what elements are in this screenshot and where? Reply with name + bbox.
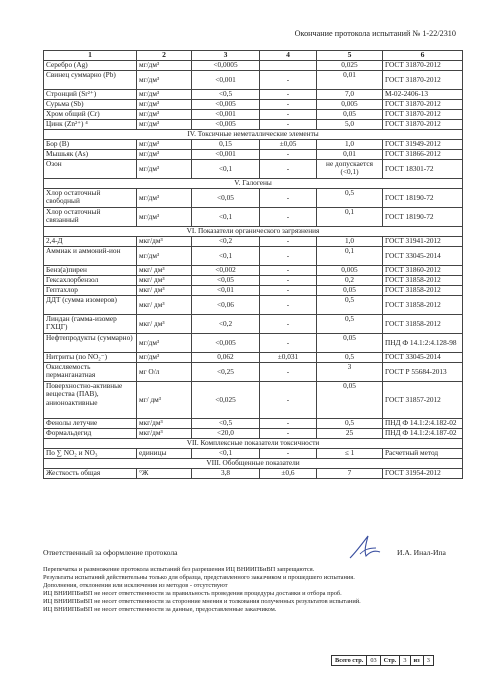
indicator-cell: Жесткость общая	[44, 469, 137, 479]
norm-cell: ≤ 1	[317, 449, 383, 459]
signature-image	[346, 532, 384, 562]
method-cell: ГОСТ 31870-2012	[383, 61, 463, 71]
uncertainty-cell: -	[260, 449, 317, 459]
table-row	[44, 419, 463, 429]
uncertainty-cell: -	[260, 160, 317, 179]
norm-cell: 0,01	[317, 150, 383, 160]
method-cell: ПНД Ф 14.1:2:4.182-02	[383, 419, 463, 429]
norm-cell: 0,05	[317, 382, 383, 419]
unit-cell: мг/дм³	[137, 140, 192, 150]
norm-cell: 0,005	[317, 266, 383, 276]
norm-cell: 0,5	[317, 353, 383, 363]
method-cell: ГОСТ 31870-2012	[383, 71, 463, 90]
uncertainty-cell: -	[260, 189, 317, 208]
indicator-cell: Мышьяк (As)	[44, 150, 137, 160]
method-cell: ГОСТ 33045-2014	[383, 247, 463, 266]
uncertainty-cell: -	[260, 247, 317, 266]
table-row	[44, 208, 463, 227]
section-row	[44, 130, 463, 140]
indicator-cell: Формальдегид	[44, 429, 137, 439]
total-pages-label: Всего стр.	[332, 656, 367, 666]
note-line: ИЦ ВНИИПБиВП не несет ответственности за данные, предоставленные заказчиком.	[43, 606, 277, 614]
result-cell: <0,001	[192, 110, 260, 120]
result-cell: <0,05	[192, 189, 260, 208]
indicator-cell: Озон	[44, 160, 137, 179]
indicator-cell: Бор (В)	[44, 140, 137, 150]
uncertainty-cell: -	[260, 382, 317, 419]
note-line: ИЦ ВНИИПБиВП не несет ответственности за правильность проведения процедуры доставки и отбора проб.	[43, 590, 342, 598]
column-header: 4	[260, 51, 317, 61]
norm-cell: 7,0	[317, 90, 383, 100]
norm-cell: 0,05	[317, 110, 383, 120]
indicator-cell: Нефтепродукты (суммарно)	[44, 334, 137, 353]
unit-cell: мг/ дм³	[137, 382, 192, 419]
unit-cell: мг/дм³	[137, 71, 192, 90]
result-cell: <0,06	[192, 296, 260, 315]
result-cell: <0,2	[192, 237, 260, 247]
table-row	[44, 71, 463, 90]
table-row	[44, 120, 463, 130]
uncertainty-cell	[260, 61, 317, 71]
indicator-cell: 2,4-Д	[44, 237, 137, 247]
method-cell: ГОСТ 31949-2012	[383, 140, 463, 150]
responsible-label: Ответственный за оформление протокола	[43, 548, 178, 557]
section-title: VI. Показатели органического загрязнения	[44, 227, 463, 237]
result-cell: <0,001	[192, 71, 260, 90]
norm-cell: 25	[317, 429, 383, 439]
method-cell: ГОСТ 31858-2012	[383, 296, 463, 315]
note-line: Результаты испытаний действительны только для образца, представленного заказчиком и прошедшего испытания.	[43, 574, 355, 582]
table-row	[44, 469, 463, 479]
result-cell: 0,15	[192, 140, 260, 150]
indicator-cell: Гептахлор	[44, 286, 137, 296]
method-cell: М-02-2406-13	[383, 90, 463, 100]
indicator-cell: Серебро (Ag)	[44, 61, 137, 71]
indicator-cell: Аммиак и аммоний-ион	[44, 247, 137, 266]
section-row	[44, 459, 463, 469]
result-cell: <0,1	[192, 247, 260, 266]
method-cell: ГОСТ 18190-72	[383, 189, 463, 208]
result-cell: 3,8	[192, 469, 260, 479]
result-cell: <0,01	[192, 286, 260, 296]
norm-cell: 0,1	[317, 247, 383, 266]
table-row	[44, 90, 463, 100]
unit-cell: единицы	[137, 449, 192, 459]
section-title: VIII. Обобщенные показатели	[44, 459, 463, 469]
of-label: из	[410, 656, 423, 666]
page-value: 3	[400, 656, 410, 666]
method-cell: ПНД Ф 14.1:2:4.187-02	[383, 429, 463, 439]
uncertainty-cell: -	[260, 286, 317, 296]
table-row	[44, 382, 463, 419]
table-row	[44, 160, 463, 179]
indicator-cell: Поверхностно-активные вещества (ПАВ), анионоактивные	[44, 382, 137, 419]
unit-cell: мг/дм³	[137, 334, 192, 353]
column-header: 1	[44, 51, 137, 61]
uncertainty-cell: -	[260, 237, 317, 247]
indicator-cell: Нитриты (по NO₂⁻)	[44, 353, 137, 363]
table-row	[44, 237, 463, 247]
norm-cell: 0,5	[317, 296, 383, 315]
table-row	[44, 247, 463, 266]
method-cell: ГОСТ 33045-2014	[383, 353, 463, 363]
unit-cell: мкг/ дм³	[137, 266, 192, 276]
result-cell: <0,002	[192, 266, 260, 276]
norm-cell: 0,5	[317, 315, 383, 334]
unit-cell: мкг/ дм³	[137, 315, 192, 334]
of-value: 3	[423, 656, 433, 666]
table-row	[44, 276, 463, 286]
result-cell: <0,005	[192, 120, 260, 130]
result-cell: <20,0	[192, 429, 260, 439]
norm-cell: 3	[317, 363, 383, 382]
page-counter-box	[331, 655, 434, 666]
page-label: Стр.	[380, 656, 400, 666]
indicator-cell: Хлор остаточный свободный	[44, 189, 137, 208]
result-cell: <0,05	[192, 276, 260, 286]
method-cell: ГОСТ 31858-2012	[383, 276, 463, 286]
table-row	[44, 286, 463, 296]
table-row	[44, 110, 463, 120]
uncertainty-cell: -	[260, 296, 317, 315]
results-table	[43, 50, 463, 479]
uncertainty-cell: -	[260, 90, 317, 100]
norm-cell: 0,05	[317, 286, 383, 296]
method-cell: ГОСТ 31858-2012	[383, 286, 463, 296]
unit-cell: мг/дм³	[137, 150, 192, 160]
method-cell: ГОСТ 31860-2012	[383, 266, 463, 276]
unit-cell: мкг/дм³	[137, 419, 192, 429]
method-cell: ГОСТ 31941-2012	[383, 237, 463, 247]
norm-cell: 0,2	[317, 276, 383, 286]
result-cell: <0,5	[192, 90, 260, 100]
unit-cell: мкг/ дм³	[137, 296, 192, 315]
indicator-cell: Свинец суммарно (Pb)	[44, 71, 137, 90]
unit-cell: мкг/ дм³	[137, 286, 192, 296]
section-title: IV. Токсичные неметаллические элементы	[44, 130, 463, 140]
uncertainty-cell: -	[260, 363, 317, 382]
norm-cell: 0,5	[317, 419, 383, 429]
norm-cell: 5,0	[317, 120, 383, 130]
method-cell: ГОСТ 31870-2012	[383, 120, 463, 130]
result-cell: 0,062	[192, 353, 260, 363]
method-cell: ГОСТ Р 55684-2013	[383, 363, 463, 382]
result-cell: <0,2	[192, 315, 260, 334]
section-title: V. Галогены	[44, 179, 463, 189]
unit-cell: мкг/дм³	[137, 429, 192, 439]
table-row	[44, 296, 463, 315]
indicator-cell: Сурьма (Sb)	[44, 100, 137, 110]
signature-name: И.А. Инал-Ипа	[397, 548, 446, 557]
table-row	[44, 150, 463, 160]
result-cell: <0,001	[192, 150, 260, 160]
norm-cell: 0,1	[317, 208, 383, 227]
uncertainty-cell: ±0,6	[260, 469, 317, 479]
method-cell: ГОСТ 31866-2012	[383, 150, 463, 160]
unit-cell: °Ж	[137, 469, 192, 479]
unit-cell: мкг/ дм³	[137, 276, 192, 286]
unit-cell: мг/дм³	[137, 208, 192, 227]
uncertainty-cell: ±0,031	[260, 353, 317, 363]
column-header: 6	[383, 51, 463, 61]
uncertainty-cell: -	[260, 315, 317, 334]
table-row	[44, 266, 463, 276]
table-row	[44, 334, 463, 353]
uncertainty-cell: -	[260, 419, 317, 429]
norm-cell: 0,025	[317, 61, 383, 71]
uncertainty-cell: -	[260, 71, 317, 90]
result-cell: <0,1	[192, 160, 260, 179]
table-row	[44, 61, 463, 71]
indicator-cell: Окисляемость перманганатная	[44, 363, 137, 382]
method-cell: ГОСТ 31870-2012	[383, 100, 463, 110]
indicator-cell: Линдан (гамма-изомер ГХЦГ)	[44, 315, 137, 334]
indicator-cell: Хлор остаточный связанный	[44, 208, 137, 227]
section-row	[44, 179, 463, 189]
note-line: ИЦ ВНИИПБиВП не несет ответственности за сторонние мнения и толкования полученных результатов испытаний.	[43, 598, 361, 606]
norm-cell: 1,0	[317, 237, 383, 247]
method-cell: ГОСТ 31858-2012	[383, 315, 463, 334]
table-row	[44, 315, 463, 334]
table-row	[44, 363, 463, 382]
result-cell: <0,1	[192, 208, 260, 227]
indicator-cell: Цинк (Zn²⁺) ⁴	[44, 120, 137, 130]
indicator-cell: Фенолы летучие	[44, 419, 137, 429]
unit-cell: мкг/дм³	[137, 237, 192, 247]
indicator-cell: Стронций (Sr²⁺)	[44, 90, 137, 100]
method-cell: ГОСТ 18190-72	[383, 208, 463, 227]
result-cell: <0,025	[192, 382, 260, 419]
uncertainty-cell: -	[260, 334, 317, 353]
method-cell: ПНД Ф 14.1:2:4.128-98	[383, 334, 463, 353]
method-cell: Расчетный метод	[383, 449, 463, 459]
uncertainty-cell: -	[260, 429, 317, 439]
table-row	[44, 429, 463, 439]
unit-cell: мг/дм³	[137, 100, 192, 110]
result-cell: <0,005	[192, 334, 260, 353]
section-title: VII. Комплексные показатели токсичности	[44, 439, 463, 449]
unit-cell: мг/дм³	[137, 247, 192, 266]
result-cell: <0,0005	[192, 61, 260, 71]
column-header: 5	[317, 51, 383, 61]
unit-cell: мг/дм³	[137, 110, 192, 120]
indicator-cell: Бенз(а)пирен	[44, 266, 137, 276]
uncertainty-cell: -	[260, 208, 317, 227]
uncertainty-cell: -	[260, 150, 317, 160]
unit-cell: мг/дм³	[137, 189, 192, 208]
note-line: Перепечатка и размножение протокола испытаний без разрешения ИЦ ВНИИПБиВП запрещаются.	[43, 566, 315, 573]
table-row	[44, 189, 463, 208]
unit-cell: мг/дм³	[137, 353, 192, 363]
uncertainty-cell: -	[260, 100, 317, 110]
method-cell: ГОСТ 31857-2012	[383, 382, 463, 419]
uncertainty-cell: -	[260, 120, 317, 130]
result-cell: <0,25	[192, 363, 260, 382]
norm-cell: 1,0	[317, 140, 383, 150]
method-cell: ГОСТ 31954-2012	[383, 469, 463, 479]
norm-cell: 0,005	[317, 100, 383, 110]
unit-cell: мг/дм³	[137, 90, 192, 100]
table-row	[44, 140, 463, 150]
table-header-row	[44, 51, 463, 61]
indicator-cell: По ∑ NO₂ и NO₃	[44, 449, 137, 459]
table-row	[44, 449, 463, 459]
table-row	[44, 353, 463, 363]
notes-block	[43, 566, 463, 615]
protocol-header: Окончание протокола испытаний № 1-22/2310	[294, 29, 456, 38]
norm-cell: 7	[317, 469, 383, 479]
result-cell: <0,5	[192, 419, 260, 429]
total-pages-value: 03	[367, 656, 380, 666]
unit-cell: мг/дм³	[137, 160, 192, 179]
indicator-cell: Хром общий (Cr)	[44, 110, 137, 120]
column-header: 3	[192, 51, 260, 61]
norm-cell: 0,05	[317, 334, 383, 353]
norm-cell: 0,5	[317, 189, 383, 208]
unit-cell: мг/дм³	[137, 120, 192, 130]
section-row	[44, 227, 463, 237]
norm-cell: 0,01	[317, 71, 383, 90]
note-line: Дополнения, отклонения или исключения из методов - отсутствуют	[43, 582, 228, 590]
result-cell: <0,1	[192, 449, 260, 459]
uncertainty-cell: -	[260, 266, 317, 276]
unit-cell: мг О/л	[137, 363, 192, 382]
uncertainty-cell: ±0,05	[260, 140, 317, 150]
section-row	[44, 439, 463, 449]
column-header: 2	[137, 51, 192, 61]
method-cell: ГОСТ 31870-2012	[383, 110, 463, 120]
table-row	[44, 100, 463, 110]
result-cell: <0,005	[192, 100, 260, 110]
indicator-cell: Гексахлорбензол	[44, 276, 137, 286]
norm-cell: не допускается (<0,1)	[317, 160, 383, 179]
uncertainty-cell: -	[260, 110, 317, 120]
indicator-cell: ДДТ (сумма изомеров)	[44, 296, 137, 315]
uncertainty-cell: -	[260, 276, 317, 286]
method-cell: ГОСТ 18301-72	[383, 160, 463, 179]
unit-cell: мг/дм³	[137, 61, 192, 71]
